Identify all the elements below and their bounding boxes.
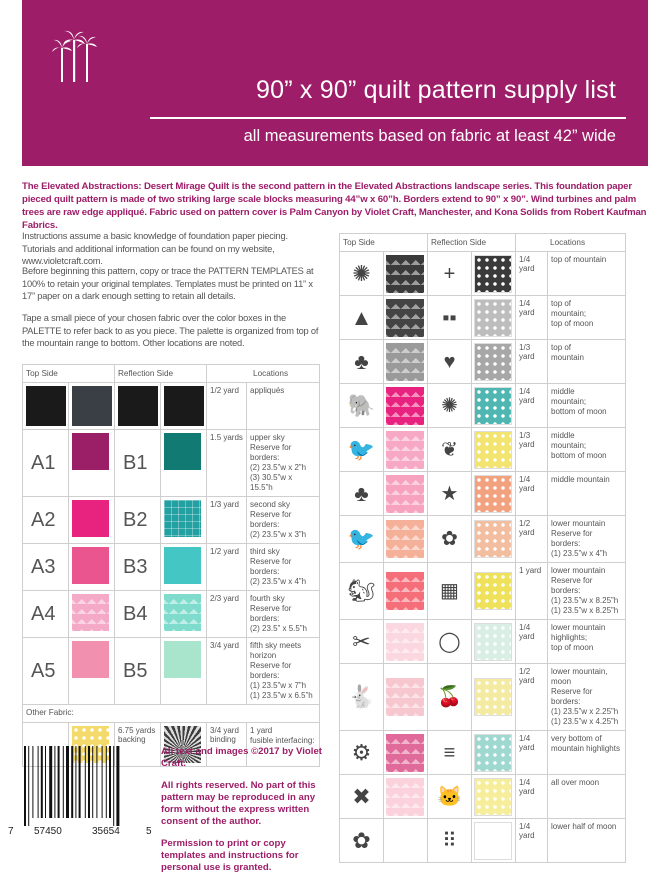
- yardage: 1/3 yard: [516, 428, 548, 472]
- reflection-icon: 🐱: [428, 775, 472, 819]
- location: top of mountain; top of moon: [548, 296, 626, 340]
- table-row: [23, 591, 320, 638]
- barcode-bar: [109, 746, 111, 818]
- reflection-icon: ✺: [428, 384, 472, 428]
- fabric-swatch: [72, 594, 109, 631]
- copyright-text: All text and images ©2017 by Violet Craft.: [161, 746, 322, 769]
- table-row: [340, 340, 626, 384]
- table-header-row: [23, 365, 320, 383]
- fabric-swatch: [72, 500, 109, 537]
- table-row: [340, 620, 626, 664]
- yardage: 1 yard: [516, 563, 548, 620]
- reflection-icon: ♥: [428, 340, 472, 384]
- barcode-digit-right: 5: [146, 826, 152, 837]
- table-row: [23, 497, 320, 544]
- barcode-bar: [32, 746, 33, 818]
- note-instructions: Instructions assume a basic knowledge of foundation paper piecing. Tutorials and additional information can be found on my website, www.violetcraft.com.: [22, 231, 288, 266]
- location: fourth sky Reserve for borders: (2) 23.5” x 5.5”h: [247, 591, 320, 638]
- col-header-reflection-side: Reflection Side: [115, 365, 207, 383]
- barcode-bar: [63, 746, 64, 818]
- yardage: 1/4 yard: [516, 296, 548, 340]
- fabric-swatch: [384, 516, 428, 563]
- yardage: 1/4 yard: [516, 731, 548, 775]
- sewing-machine-icon: ⚙: [340, 731, 384, 775]
- yardage: 1/3 yard: [207, 497, 247, 544]
- yardage: 1/4 yard: [516, 252, 548, 296]
- reflection-icon: 🍒: [428, 664, 472, 731]
- page-subtitle: all measurements based on fabric at least 42” wide: [243, 127, 616, 145]
- barcode-bar: [58, 746, 60, 818]
- fabric-swatch: [118, 386, 158, 426]
- fabric-swatch: [164, 433, 201, 470]
- page-title: 90” x 90” quilt pattern supply list: [256, 76, 616, 104]
- barcode-bar: [28, 746, 29, 826]
- hummingbird-icon: 🐦: [340, 428, 384, 472]
- yardage: 1/2 yard: [516, 664, 548, 731]
- fabric-swatch: [472, 620, 516, 664]
- barcode-bar: [92, 746, 93, 818]
- fabric-swatch: [384, 563, 428, 620]
- barcode-digits-1: 57450: [34, 826, 62, 837]
- barcode-bar: [96, 746, 97, 818]
- barcode-bar: [106, 746, 107, 818]
- yardage: 1/2 yard: [207, 544, 247, 591]
- location: third sky Reserve for borders: (2) 23.5”w x 4”h: [247, 544, 320, 591]
- fabric-label: B5: [115, 638, 161, 705]
- fabric-swatch: [472, 428, 516, 472]
- location: lower mountain highlights; top of moon: [548, 620, 626, 664]
- barcode-bar: [85, 746, 86, 818]
- col-header-top-side: Top Side: [23, 365, 115, 383]
- fabric-swatch: [384, 819, 428, 863]
- table-row: [340, 472, 626, 516]
- location: middle mountain; bottom of moon: [548, 428, 626, 472]
- table-row: [340, 731, 626, 775]
- fabric-swatch: [472, 563, 516, 620]
- barcode-bar: [54, 746, 55, 818]
- rights-text: All rights reserved. No part of this pattern may be reproduced in any form without the express written consent of the author.: [161, 780, 316, 827]
- barcode-bar: [66, 746, 69, 818]
- fabric-swatch: [164, 386, 204, 426]
- fabric-swatch: [472, 472, 516, 516]
- yardage: 1.5 yards: [207, 430, 247, 497]
- reflection-icon: ◯: [428, 620, 472, 664]
- yardage: 1/2 yard: [207, 383, 247, 430]
- roadrunner-icon: 🐦: [340, 516, 384, 563]
- fabric-label: A5: [23, 638, 69, 705]
- location: middle mountain; bottom of moon: [548, 384, 626, 428]
- table-row: [340, 384, 626, 428]
- yardage: 1/2 yard: [516, 516, 548, 563]
- header-banner: [22, 0, 648, 166]
- yardage: 1/4 yard: [516, 819, 548, 863]
- reflection-icon: +: [428, 252, 472, 296]
- note-palette: Tape a small piece of your chosen fabric over the color boxes in the PALETTE to refer back to as you piece. The palette is organized from top of the mountain range to bottom. Other locations are noted.: [22, 313, 319, 348]
- palm-trees-logo-icon: [52, 28, 100, 84]
- table-row: [340, 428, 626, 472]
- barcode-bar: [45, 746, 46, 818]
- barcode-bar: [49, 746, 52, 818]
- location: lower mountain Reserve for borders: (1) 23.5”w x 8.25”h (1) 23.5”w x 8.25”h: [548, 563, 626, 620]
- elephant-icon: 🐘: [340, 384, 384, 428]
- reflection-icon: ❦: [428, 428, 472, 472]
- table-row: [340, 296, 626, 340]
- fabric-label: A1: [23, 430, 69, 497]
- title-divider: [150, 117, 626, 119]
- note-templates: Before beginning this pattern, copy or trace the PATTERN TEMPLATES at 100% to retain your original templates. Templates must be printed on 11” x 17” paper on a dark enough setting to retain all details.: [22, 266, 314, 301]
- intro-paragraph: The Elevated Abstractions: Desert Mirage Quilt is the second pattern in the Elevated Abstractions landscape series. This foundation paper pieced quilt pattern is made of two striking large scale blocks measuring 44”w x 60”h. Borders extend to 90” x 90”. Wind turbines and palm trees are raw edge appliqué. Fabric used on pattern cover is Palm Canyon by Violet Craft, Manchester, and Kona Solids from Robert Kaufman Fabrics.: [22, 181, 647, 231]
- yardage: 2/3 yard: [207, 591, 247, 638]
- reflection-icon: ✿: [428, 516, 472, 563]
- fabric-swatch: [472, 340, 516, 384]
- fabric-label: A2: [23, 497, 69, 544]
- fabric-swatch: [72, 386, 112, 426]
- fabric-swatch: [384, 472, 428, 516]
- col-header-top-side: Top Side: [340, 234, 428, 252]
- fabric-swatch: [164, 641, 201, 678]
- table-row: [340, 775, 626, 819]
- fabric-swatch: [384, 340, 428, 384]
- fabric-label: B3: [115, 544, 161, 591]
- fabric-label: A4: [23, 591, 69, 638]
- bow-icon: ✖: [340, 775, 384, 819]
- fabric-label: B1: [115, 430, 161, 497]
- fabric-swatch: [472, 296, 516, 340]
- reflection-icon: ⠿: [428, 819, 472, 863]
- fabric-swatch: [384, 252, 428, 296]
- reflection-icon: ★: [428, 472, 472, 516]
- fabric-swatch: [384, 620, 428, 664]
- fabric-swatch: [384, 296, 428, 340]
- fabric-swatch: [384, 384, 428, 428]
- table-row: [23, 544, 320, 591]
- yardage: 1/4 yard: [516, 384, 548, 428]
- barcode-bar: [75, 746, 76, 818]
- table-row: [340, 252, 626, 296]
- fabric-label: A3: [23, 544, 69, 591]
- fabric-swatch: [164, 547, 201, 584]
- barcode-bar: [116, 746, 119, 826]
- fabric-label: B2: [115, 497, 161, 544]
- fabric-swatch: [72, 433, 109, 470]
- fabric-swatch: [72, 547, 109, 584]
- left-palette-table: [22, 364, 320, 767]
- table-row: [23, 383, 320, 430]
- cactus-icon: ♣: [340, 340, 384, 384]
- fabric-swatch: [26, 386, 66, 426]
- table-row: [340, 664, 626, 731]
- reflection-icon: ≡: [428, 731, 472, 775]
- barcode-digits-2: 35654: [92, 826, 120, 837]
- location: lower mountain, moon Reserve for borders: (1) 23.5”w x 2.25”h (1) 23.5”w x 4.25”h: [548, 664, 626, 731]
- fabric-swatch: [384, 664, 428, 731]
- fabric-swatch: [72, 641, 109, 678]
- legal-notice: [161, 746, 327, 884]
- reflection-icon: ▪▪: [428, 296, 472, 340]
- location: all over moon: [548, 775, 626, 819]
- location: upper sky Reserve for borders: (2) 23.5”w x 2”h (3) 30.5”w x 15.5”h: [247, 430, 320, 497]
- barcode-bar: [71, 746, 73, 818]
- table-row: [340, 819, 626, 863]
- col-header-locations: Locations: [516, 234, 626, 252]
- fabric-swatch: [384, 775, 428, 819]
- triangle-icon: ▲: [340, 296, 384, 340]
- location: lower mountain Reserve for borders: (1) 23.5”w x 4”h: [548, 516, 626, 563]
- table-row: [340, 516, 626, 563]
- barcode-bar: [88, 746, 90, 818]
- other-fabric-label: Other Fabric:: [23, 705, 320, 723]
- location: lower half of moon: [548, 819, 626, 863]
- barcode-bar: [79, 746, 81, 818]
- barcode: [22, 746, 154, 828]
- rabbit-icon: 🐇: [340, 664, 384, 731]
- permission-text: Permission to print or copy templates and instructions for personal use is granted.: [161, 838, 299, 873]
- fabric-swatch: [472, 731, 516, 775]
- reflection-icon: ▦: [428, 563, 472, 620]
- barcode-bar: [38, 746, 39, 818]
- other-fabric-header-row: [23, 705, 320, 723]
- fabric-swatch: [472, 252, 516, 296]
- col-header-reflection-side: Reflection Side: [428, 234, 516, 252]
- yardage: 1/4 yard: [516, 472, 548, 516]
- binding-yardage: 3/4 yard binding: [207, 723, 247, 767]
- fabric-swatch: [472, 664, 516, 731]
- fabric-swatch: [164, 500, 201, 537]
- location: middle mountain: [548, 472, 626, 516]
- fabric-swatch: [164, 594, 201, 631]
- col-header-locations: Locations: [207, 365, 320, 383]
- right-palette-table: [339, 233, 626, 863]
- interfacing-yardage: 1 yard fusible interfacing:: [247, 723, 320, 767]
- location: second sky Reserve for borders: (2) 23.5”w x 3”h: [247, 497, 320, 544]
- barcode-bar: [113, 746, 114, 826]
- table-row: [340, 563, 626, 620]
- yardage: 1/4 yard: [516, 620, 548, 664]
- fabric-swatch: [472, 384, 516, 428]
- location: top of mountain: [548, 252, 626, 296]
- barcode-bar: [102, 746, 103, 818]
- squirrel-icon: 🐿: [340, 563, 384, 620]
- table-header-row: [340, 234, 626, 252]
- palm-trees-icon: ♣: [340, 472, 384, 516]
- yardage: 3/4 yard: [207, 638, 247, 705]
- fabric-swatch: [384, 731, 428, 775]
- fabric-swatch: [472, 516, 516, 563]
- barcode-bar: [24, 746, 26, 826]
- fabric-swatch: [472, 775, 516, 819]
- spool-icon: ✂: [340, 620, 384, 664]
- location: fifth sky meets horizon Reserve for borders: (1) 23.5”w x 7”h (1) 23.5”w x 6.5”h: [247, 638, 320, 705]
- yardage: 1/4 yard: [516, 775, 548, 819]
- location: appliqués: [247, 383, 320, 430]
- location: very bottom of mountain highlights: [548, 731, 626, 775]
- backing-yardage: 6.75 yards backing: [115, 723, 161, 767]
- fabric-swatch: [384, 428, 428, 472]
- barcode-digit-left: 7: [8, 826, 14, 837]
- flower-icon: ✿: [340, 819, 384, 863]
- yardage: 1/3 yard: [516, 340, 548, 384]
- barcode-bar: [41, 746, 43, 818]
- table-row: [23, 638, 320, 705]
- fabric-label: B4: [115, 591, 161, 638]
- pinwheel-icon: ✺: [340, 252, 384, 296]
- location: top of mountain: [548, 340, 626, 384]
- table-row: [23, 430, 320, 497]
- fabric-swatch: [472, 819, 516, 863]
